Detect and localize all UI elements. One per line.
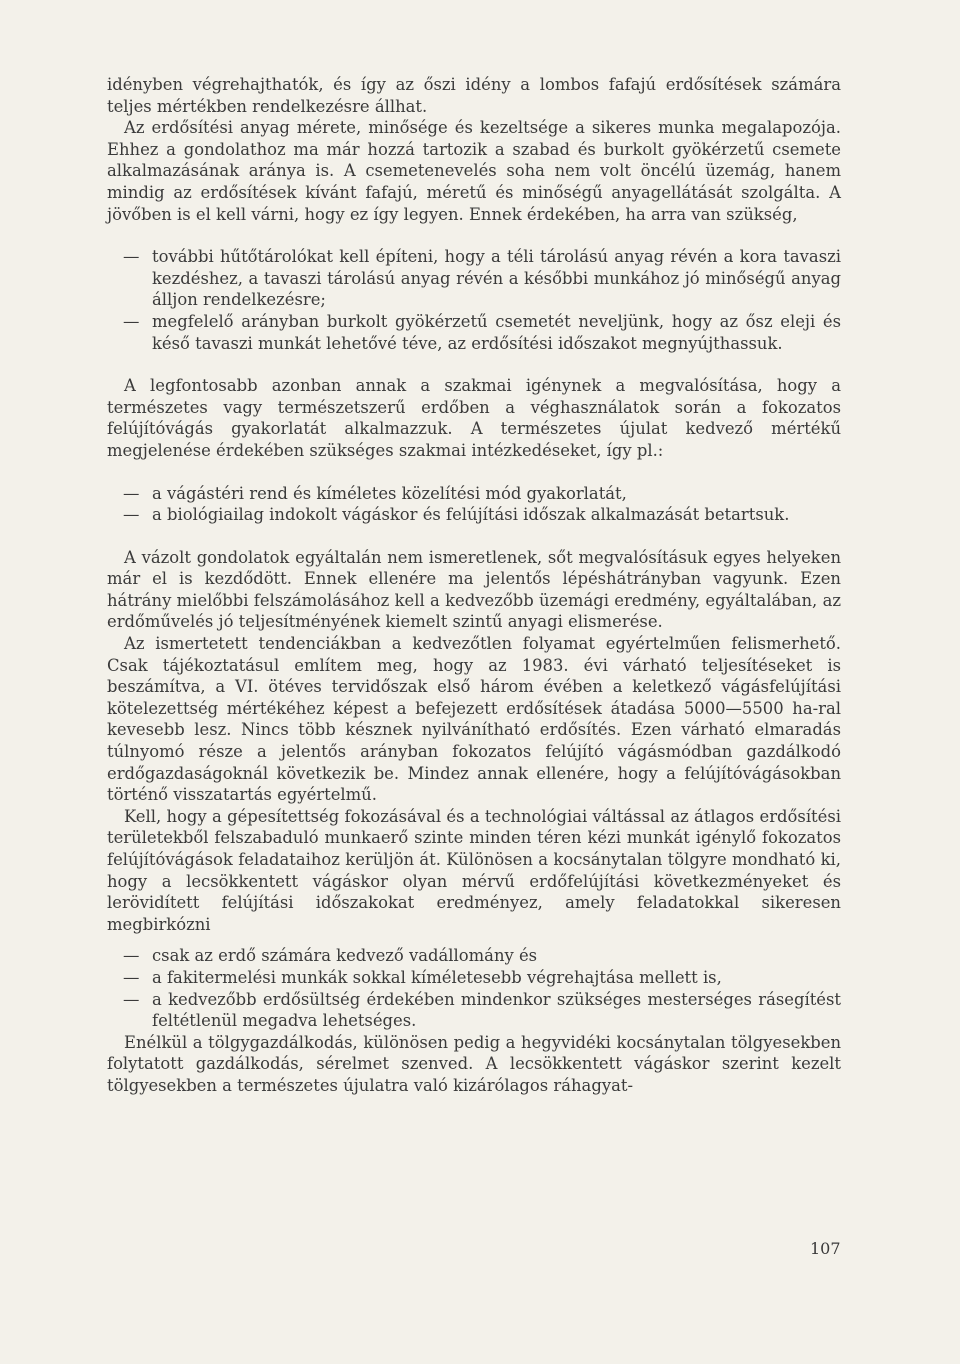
paragraph: Az ismertetett tendenciákban a kedvezőtlen folyamat egyértelműen felismerhető. Csak tájékoztatásul említem meg, hogy az 1983. évi várható teljesítéseket is beszámítva, a VI. ötéves tervidőszak első három évében a keletkező vágásfelújítási kötelezettség mértékéhez képest a befejezett erdősítések átadása 5000—5500 ha-ral kevesebb lesz. Nincs több késznek nyilvánítható erdősítés. Ezen várható elmaradás túlnyomó része a jelentős arányban fokozatos felújító vágásmódban gazdálkodó erdőgazdaságoknál következik be. Mindez annak ellenére, hogy a felújítóvágásokban történő visszatartás egyértelmű. <box>107 634 841 805</box>
list-item: — a fakitermelési munkák sokkal kíméletesebb végrehajtása mellett is, <box>123 967 722 987</box>
body-text <box>107 74 841 1097</box>
paragraph: Enélkül a tölgygazdálkodás, különösen pedig a hegyvidéki kocsánytalan tölgyesekben folytatott gazdálkodás, sérelmet szenved. A lecsökkentett vágáskor szerint kezelt tölgyesekben a természetes újulatra való kizárólagos ráhagyat- <box>107 1032 841 1095</box>
paragraph: idényben végrehajthatók, és így az őszi idény a lombos fafajú erdősítések számára teljes mértékben rendelkezésre állhat. <box>107 75 841 116</box>
paragraph: A vázolt gondolatok egyáltalán nem ismeretlenek, sőt megvalósításuk egyes helyeken már el is kezdődött. Ennek ellenére ma jelentős lépéshátrányban vagyunk. Ezen hátrány mielőbbi felszámolásához kell a kedvezőbb üzemági eredmény, egyáltalában, az erdőművelés jó teljesítményének kiemelt szintű anyagi elismerése. <box>107 547 841 632</box>
dash-list <box>107 945 841 1031</box>
list-item: — a kedvezőbb erdősültség érdekében mindenkor szükséges mesterséges rásegítést feltétlenül megadva lehetséges. <box>123 989 841 1031</box>
dash-list <box>107 246 841 354</box>
page-number: 107 <box>810 1239 841 1258</box>
list-item: — megfelelő arányban burkolt gyökérzetű csemetét neveljünk, hogy az ősz eleji és késő tavaszi munkát lehetővé téve, az erdősítési időszakot megnyújthassuk. <box>123 311 841 353</box>
paragraph: A legfontosabb azonban annak a szakmai igénynek a megvalósítása, hogy a természetes vagy természetszerű erdőben a véghasználatok során a fokozatos felújítóvágás gyakorlatát alkalmazzuk. A természetes újulat kedvező mértékű megjelenése érdekében szükséges szakmai intézkedéseket, így pl.: <box>107 376 841 460</box>
dash-list <box>107 483 841 526</box>
paragraph: Az erdősítési anyag mérete, minősége és kezeltsége a sikeres munka megalapozója. Ehhez a gondolathoz ma már hozzá tartozik a szabad és burkolt gyökérzetű csemete alkalmazásának aránya is. A csemetenevelés soha nem volt öncélú üzemág, hanem mindig az erdősítések kívánt fafajú, méretű és minőségű anyagellátását szolgálta. A jövőben is el kell várni, hogy ez így legyen. Ennek érdekében, ha arra van szükség, <box>107 118 841 224</box>
list-item: — a vágástéri rend és kíméletes közelítési mód gyakorlatát, <box>123 483 627 503</box>
list-item: — további hűtőtárolókat kell építeni, hogy a téli tárolású anyag révén a kora tavaszi kezdéshez, a tavaszi tárolású anyag révén a későbbi munkához jó minőségű anyag álljon rendelkezésre; <box>123 247 841 310</box>
list-item: — csak az erdő számára kedvező vadállomány és <box>123 946 538 966</box>
paragraph: Kell, hogy a gépesítettség fokozásával és a technológiai váltással az átlagos erdősítési területekből felszabaduló munkaerő szinte minden téren kézi munkát igénylő fokozatos felújítóvágások feladataihoz kerüljön át. Különösen a kocsánytalan tölgyre mondható ki, hogy a lecsökkentett vágáskor olyan mérvű erdőfelújítási következményeket és lerövidített felújítási időszakokat eredményez, amely feladatokkal sikeresen megbirkózni <box>107 806 841 934</box>
list-item: — a biológiailag indokolt vágáskor és felújítási időszak alkalmazását betartsuk. <box>123 505 790 525</box>
